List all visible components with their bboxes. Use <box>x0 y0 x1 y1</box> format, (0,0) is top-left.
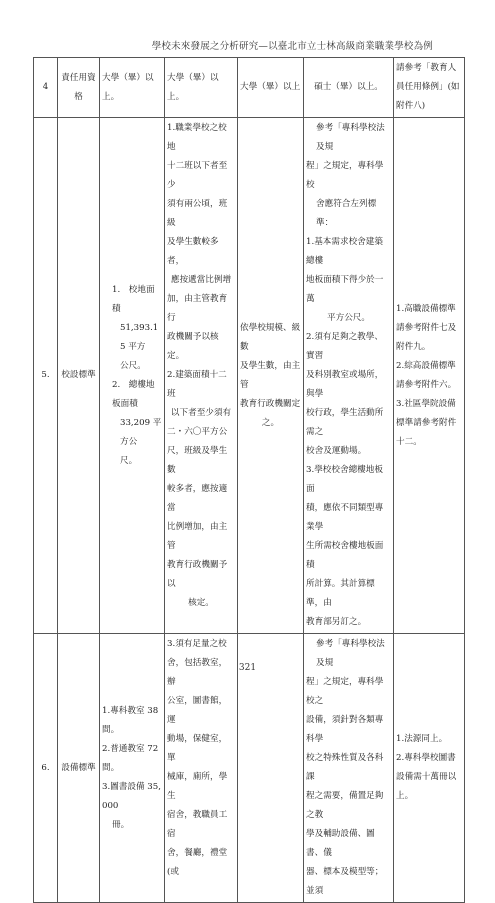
text-line: 參考「專科學校法及規 <box>316 639 385 668</box>
text-line: 動場，保健室，單 <box>167 734 228 763</box>
text-line: 政機關予以核定。 <box>167 332 219 361</box>
cell-col4 <box>304 634 394 903</box>
text-line: 及科別教室或場所，與學 <box>306 370 384 399</box>
text-line: 1.高職設備標準 <box>396 303 456 314</box>
text-line: 員任用條例」(如 <box>396 82 460 92</box>
text-line: 校之特殊性質及各科課 <box>306 753 384 782</box>
text-line: 器、標本及模型等；並須 <box>306 867 384 896</box>
text-line: 請參考附件七及 <box>396 322 457 333</box>
cell-col2 <box>165 634 238 903</box>
text-line: 比例增加，由主管 <box>167 522 228 551</box>
table-row-5 <box>34 118 465 634</box>
cell-col2: 大學（畢）以上。 <box>165 58 238 118</box>
row-item: 校設標準 <box>58 118 100 634</box>
text-line: 附件八) <box>396 101 426 111</box>
text-line: 平方公尺。 <box>327 313 370 323</box>
text-line: 十二班以下者至少 <box>167 161 228 190</box>
text-line: 1. 校地面積 <box>112 284 155 314</box>
text-line: 舍，餐廳，禮堂(或 <box>167 848 228 877</box>
cell-col3 <box>238 634 304 903</box>
cell-col1: 大學（畢）以上。 <box>100 58 165 118</box>
text-line: 2. 總樓地板面積 <box>112 379 155 409</box>
page-header: 學校未來發展之分析研究—以臺北市立士林高級商業職業學校為例 <box>151 41 433 52</box>
text-line: 教育行政機關定 <box>240 398 301 409</box>
text-line: 設備需十萬冊以 <box>396 772 457 782</box>
text-line: 2.須有足夠之教學、實習 <box>306 332 383 361</box>
cell-col3 <box>238 118 304 634</box>
text-line: 請參考附件六。 <box>396 379 457 390</box>
text-line: 3.學校校舍總樓地板面 <box>306 465 383 494</box>
text-line: 加，由主管教育行 <box>167 294 228 323</box>
text-line: 參考「專科學校法及規 <box>316 123 385 152</box>
text-line: 地板面積下得少於一萬 <box>306 275 384 304</box>
text-line: 依學校規模、級數 <box>240 322 301 352</box>
text-line: 設備，須針對各類專科學 <box>306 715 384 744</box>
text-line: 教育部另訂之。 <box>306 617 367 627</box>
text-line: 請參考「教育人 <box>396 63 457 73</box>
text-line: 2.普通教室 72 間。 <box>102 743 159 773</box>
text-line: 之。 <box>261 417 280 428</box>
text-line: 1.法源同上。 <box>396 734 448 744</box>
text-line: 標準請參考附件 <box>396 417 457 428</box>
text-line: 1.職業學校之校地 <box>167 123 227 152</box>
row-item: 責任用資格 <box>58 58 100 118</box>
cell-col2 <box>165 118 238 634</box>
text-line: 公尺。 <box>120 360 146 371</box>
text-line: 2.綜高設備標準 <box>396 360 456 371</box>
text-line: 3.須有足量之校 <box>167 639 227 649</box>
text-line: 核定。 <box>188 598 214 608</box>
text-line: 校行政，學生活動所需之 <box>306 408 384 437</box>
cell-col3: 大學（畢）以上 <box>238 58 304 118</box>
text-line: 1.專科教室 38 間。 <box>102 705 159 735</box>
text-line: 宿舍，教職員工宿 <box>167 810 228 839</box>
text-line: 須有兩公頃，班級 <box>167 199 228 228</box>
text-line: 十二。 <box>396 436 422 447</box>
text-line: 上。 <box>396 791 414 801</box>
cell-col4: 碩士（畢）以上。 <box>304 58 394 118</box>
row-number: 5. <box>34 118 58 634</box>
text-line: 程」之規定，專科學校 <box>306 161 384 190</box>
text-line: 教育行政機關予以 <box>167 560 228 589</box>
text-line: 51,393.15 平方 <box>120 322 159 352</box>
cell-col5 <box>394 634 465 903</box>
text-line: 校舍及運動場。 <box>306 446 367 456</box>
row-number: 6. <box>34 634 58 903</box>
text-line: 較多者，應按適當 <box>167 484 228 513</box>
text-line: 舍，包括教室，辦 <box>167 658 228 687</box>
text-line: 所計算。其計算標準，由 <box>306 579 375 608</box>
row-number: 4 <box>34 58 58 118</box>
comparison-table <box>33 57 465 903</box>
table-row-4 <box>34 58 465 118</box>
text-line: 3.社區學院設備 <box>396 398 456 409</box>
cell-col5 <box>394 118 465 634</box>
text-line: 2.建築面積十二班 <box>167 370 227 399</box>
page-number: 321 <box>238 663 257 673</box>
row-item: 設備標準 <box>58 634 100 903</box>
text-line: 公室，圖書館，運 <box>167 696 228 725</box>
text-line: 冊。 <box>112 819 130 830</box>
table-row-6 <box>34 634 465 903</box>
text-line: 械庫，廁所，學生 <box>167 772 228 801</box>
cell-col4 <box>304 118 394 634</box>
text-line: 尺，班級及學生數 <box>167 446 228 475</box>
text-line: 程」之規定，專科學校之 <box>306 677 384 706</box>
cell-col5 <box>394 58 465 118</box>
text-line: 2.專科學校圖書 <box>396 753 456 763</box>
text-line: 二・六〇平方公 <box>167 427 228 437</box>
text-line: 積，應依不同類型專業學 <box>306 503 384 532</box>
text-line: 以下者至少須有 <box>170 408 232 418</box>
text-line: 舍應符合左列標準： <box>316 199 377 228</box>
text-line: 1.基本需求校舍建築總樓 <box>306 237 383 266</box>
text-line: 應按遞當比例增 <box>170 275 232 285</box>
text-line: 33,209 平方公 <box>120 417 162 447</box>
text-line: 學及輔助設備、圖書、儀 <box>306 829 375 858</box>
cell-col1 <box>100 634 165 903</box>
text-line: 及學生數較多者， <box>167 237 219 266</box>
text-line: 3.圖書設備 35,000 <box>102 781 161 811</box>
text-line: 附件九。 <box>396 341 431 352</box>
text-line: 程之需要，備置足夠之教 <box>306 791 384 820</box>
text-line: 生所需校舍樓地板面積 <box>306 541 384 570</box>
text-line: 尺。 <box>120 455 138 466</box>
text-line: 及學生數，由主管 <box>240 360 301 390</box>
cell-col1 <box>100 118 165 634</box>
